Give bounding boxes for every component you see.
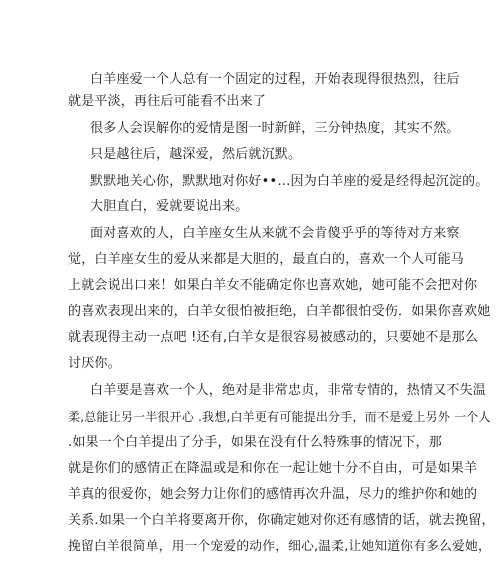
paragraph-5-line-4: 的喜欢表现出来的，白羊女很怕被拒绝，白羊都很怕受伤．如果你喜欢她 [68,304,491,319]
paragraph-5-line-3: 上就会说出口来！如果白羊女不能确定你也喜欢她，她可能不会把对你 [68,278,478,293]
paragraph-5-line-6: 讨厌你。 [68,356,121,371]
paragraph-1-line-1: 白羊座爱一个人总有一个固定的过程，开始表现得很热烈，往后 [90,72,460,87]
paragraph-3: 只是越往后，越深爱，然后就沉默。 [90,147,302,162]
paragraph-5-line-2: 觉，白羊座女生的爱从来都是大胆的，最直白的，喜欢一个人可能马 [68,252,465,267]
paragraph-6-line-2: 柔,总能让另一半很开心 .我想,白羊更有可能提出分手，而不是爱上另外 一个人 [68,410,491,424]
paragraph-6-line-3: .如果一个白羊提出了分手，如果在没有什么特殊事的情况下，那 [68,435,442,450]
paragraph-1-line-2: 就是平淡，再往后可能看不出来了 [68,94,267,109]
paragraph-6-line-1: 白羊要是喜欢一个人，绝对是非常忠贞，非常专情的，热情又不失温 [90,383,487,398]
heading-bold-direct: 大胆直白，爱就要说出来。 [90,199,249,214]
paragraph-2: 很多人会误解你的爱情是图一时新鲜，三分钟热度，其实不然。 [90,121,460,136]
paragraph-5-line-5: 就表现得主动一点吧 !还有,白羊女是很容易被感动的，只要她不是那么 [68,330,479,345]
paragraph-5-line-1: 面对喜欢的人，白羊座女生从来就不会肯傻乎乎的等待对方来察 [90,226,460,241]
paragraph-6-line-4: 就是你们的感情正在降温或是和你在一起让她十分不自由，可是如果羊 [68,461,478,476]
paragraph-6-line-6: 关系.如果一个白羊将要离开你，你确定她对你还有感情的话，就去挽留， [68,513,495,528]
paragraph-6-line-5: 羊真的很爱你，她会努力让你们的感情再次升温，尽力的维护你和她的 [68,487,478,502]
paragraph-4: 默默地关心你，默默地对你好••…因为白羊座的爱是经得起沉淀的。 [90,174,489,189]
paragraph-6-line-7: 挽留白羊很简单，用一个宠爱的动作，细心,温柔,让她知道你有多么爱她， [68,539,491,554]
